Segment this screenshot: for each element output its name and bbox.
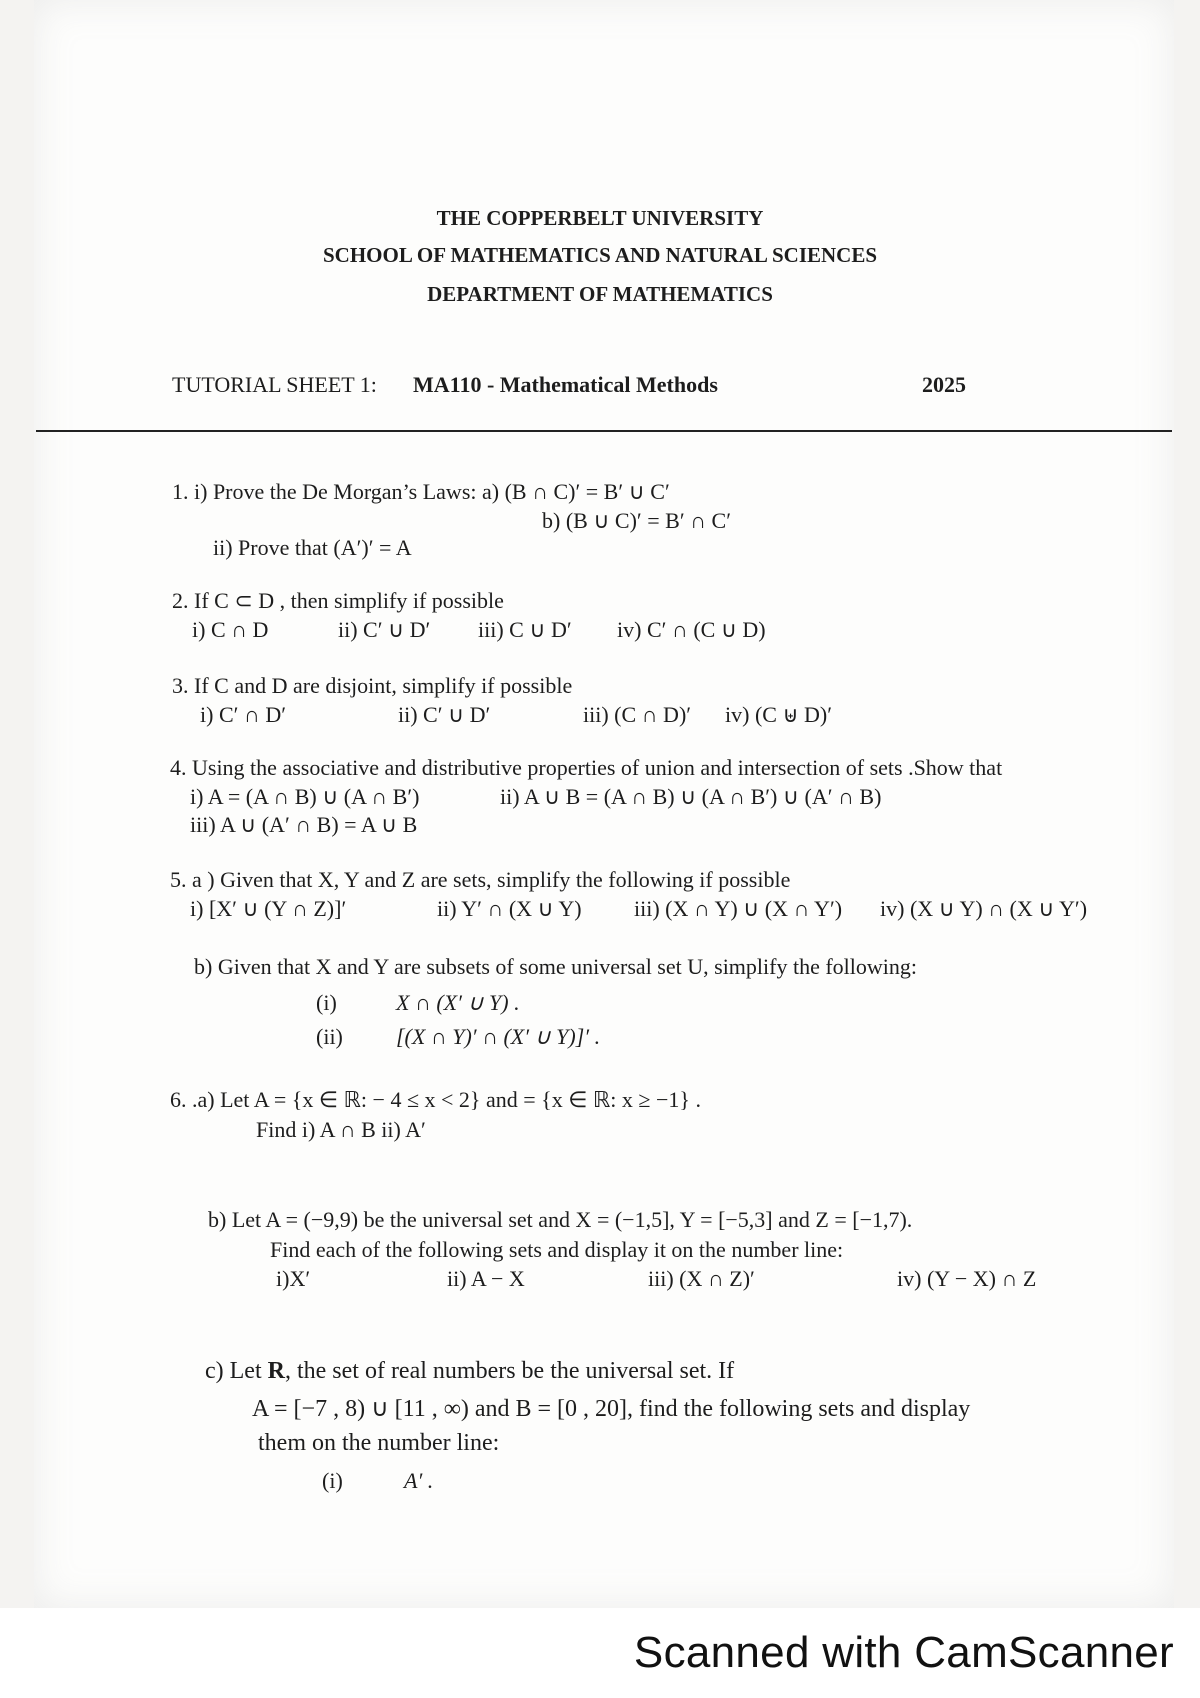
- q5b-stem: b) Given that X and Y are subsets of some universal set U, simplify the following:: [194, 954, 918, 979]
- q5b-i-expression: X ∩ (X′ ∪ Y) .: [396, 990, 520, 1015]
- q1-part-ii: ii) Prove that (A′)′ = A: [213, 535, 412, 560]
- q5a-stem: 5. a ) Given that X, Y and Z are sets, simplify the following if possible: [170, 867, 791, 892]
- q6b-part-i: i)X′: [276, 1266, 311, 1291]
- q5a-part-i: i) [X′ ∪ (Y ∩ Z)]′: [190, 896, 347, 921]
- q6b-part-ii: ii) A − X: [447, 1266, 525, 1291]
- department-name: DEPARTMENT OF MATHEMATICS: [427, 282, 773, 306]
- q5b-ii-expression: [(X ∩ Y)′ ∩ (X′ ∪ Y)]′ .: [396, 1024, 601, 1049]
- q6a-stem: 6. .a) Let A = {x ∈ ℝ: − 4 ≤ x < 2} and = {x ∈ ℝ: x ≥ −1} .: [170, 1087, 701, 1112]
- sheet-year: 2025: [922, 372, 966, 397]
- q6b-stem: b) Let A = (−9,9) be the universal set and X = (−1,5], Y = [−5,3] and Z = [−1,7).: [208, 1207, 913, 1232]
- q4-part-iii: iii) A ∪ (A′ ∩ B) = A ∪ B: [190, 812, 418, 837]
- university-name: THE COPPERBELT UNIVERSITY: [436, 206, 764, 230]
- q5a-part-iv: iv) (X ∪ Y) ∩ (X ∪ Y′): [880, 896, 1088, 921]
- q4-stem: 4. Using the associative and distributive properties of union and intersection of sets .Show that: [170, 755, 1003, 780]
- q2-part-i: i) C ∩ D: [192, 617, 269, 642]
- q6a-find: Find i) A ∩ B ii) A′: [256, 1117, 426, 1142]
- q3-part-iii: iii) (C ∩ D)′: [583, 702, 692, 727]
- q6b-part-iv: iv) (Y − X) ∩ Z: [897, 1266, 1037, 1291]
- q6c-line3: them on the number line:: [258, 1430, 500, 1456]
- q6c-line2: A = [−7 , 8) ∪ [11 , ∞) and B = [0 , 20], find the following sets and display: [252, 1396, 971, 1422]
- q6c-line1-prefix: c) Let: [205, 1358, 268, 1384]
- q6c-line1-suffix: , the set of real numbers be the universal set. If: [284, 1358, 735, 1384]
- q6c-line1: [205, 1358, 734, 1385]
- q2-part-iv: iv) C′ ∩ (C ∪ D): [617, 617, 766, 642]
- q4-part-i: i) A = (A ∩ B) ∪ (A ∩ B′): [190, 784, 420, 809]
- sheet-label: TUTORIAL SHEET 1:: [172, 372, 377, 397]
- q6c-i-expression: A′ .: [404, 1468, 434, 1493]
- q5b-ii-label: (ii): [316, 1024, 343, 1049]
- q6b-find: Find each of the following sets and display it on the number line:: [270, 1237, 844, 1262]
- q4-part-ii: ii) A ∪ B = (A ∩ B) ∪ (A ∩ B′) ∪ (A′ ∩ B): [500, 784, 882, 809]
- q1-part-i: 1. i) Prove the De Morgan’s Laws: a) (B ∩ C)′ = B′ ∪ C′: [172, 479, 670, 504]
- q3-stem: 3. If C and D are disjoint, simplify if possible: [172, 673, 573, 698]
- q6c-real-numbers-symbol: R: [267, 1358, 285, 1384]
- q5b-i-label: (i): [316, 990, 337, 1015]
- q5a-part-ii: ii) Y′ ∩ (X ∪ Y): [437, 896, 582, 921]
- camscanner-watermark: Scanned with CamScanner: [633, 1628, 1174, 1677]
- q1-part-i-b: b) (B ∪ C)′ = B′ ∩ C′: [542, 508, 732, 533]
- q3-part-i: i) C′ ∩ D′: [200, 702, 287, 727]
- q3-part-iv: iv) (C ⊎ D)′: [725, 702, 833, 727]
- school-name: SCHOOL OF MATHEMATICS AND NATURAL SCIENCES: [322, 243, 878, 267]
- q6b-part-iii: iii) (X ∩ Z)′: [648, 1266, 755, 1291]
- q5a-part-iii: iii) (X ∩ Y) ∪ (X ∩ Y′): [634, 896, 843, 921]
- q2-stem: 2. If C ⊂ D , then simplify if possible: [172, 588, 504, 613]
- q6c-i-label: (i): [322, 1468, 343, 1493]
- header-divider: [36, 430, 1172, 432]
- q2-part-ii: ii) C′ ∪ D′: [338, 617, 431, 642]
- q3-part-ii: ii) C′ ∪ D′: [398, 702, 491, 727]
- q2-part-iii: iii) C ∪ D′: [478, 617, 572, 642]
- course-title: MA110 - Mathematical Methods: [413, 372, 718, 397]
